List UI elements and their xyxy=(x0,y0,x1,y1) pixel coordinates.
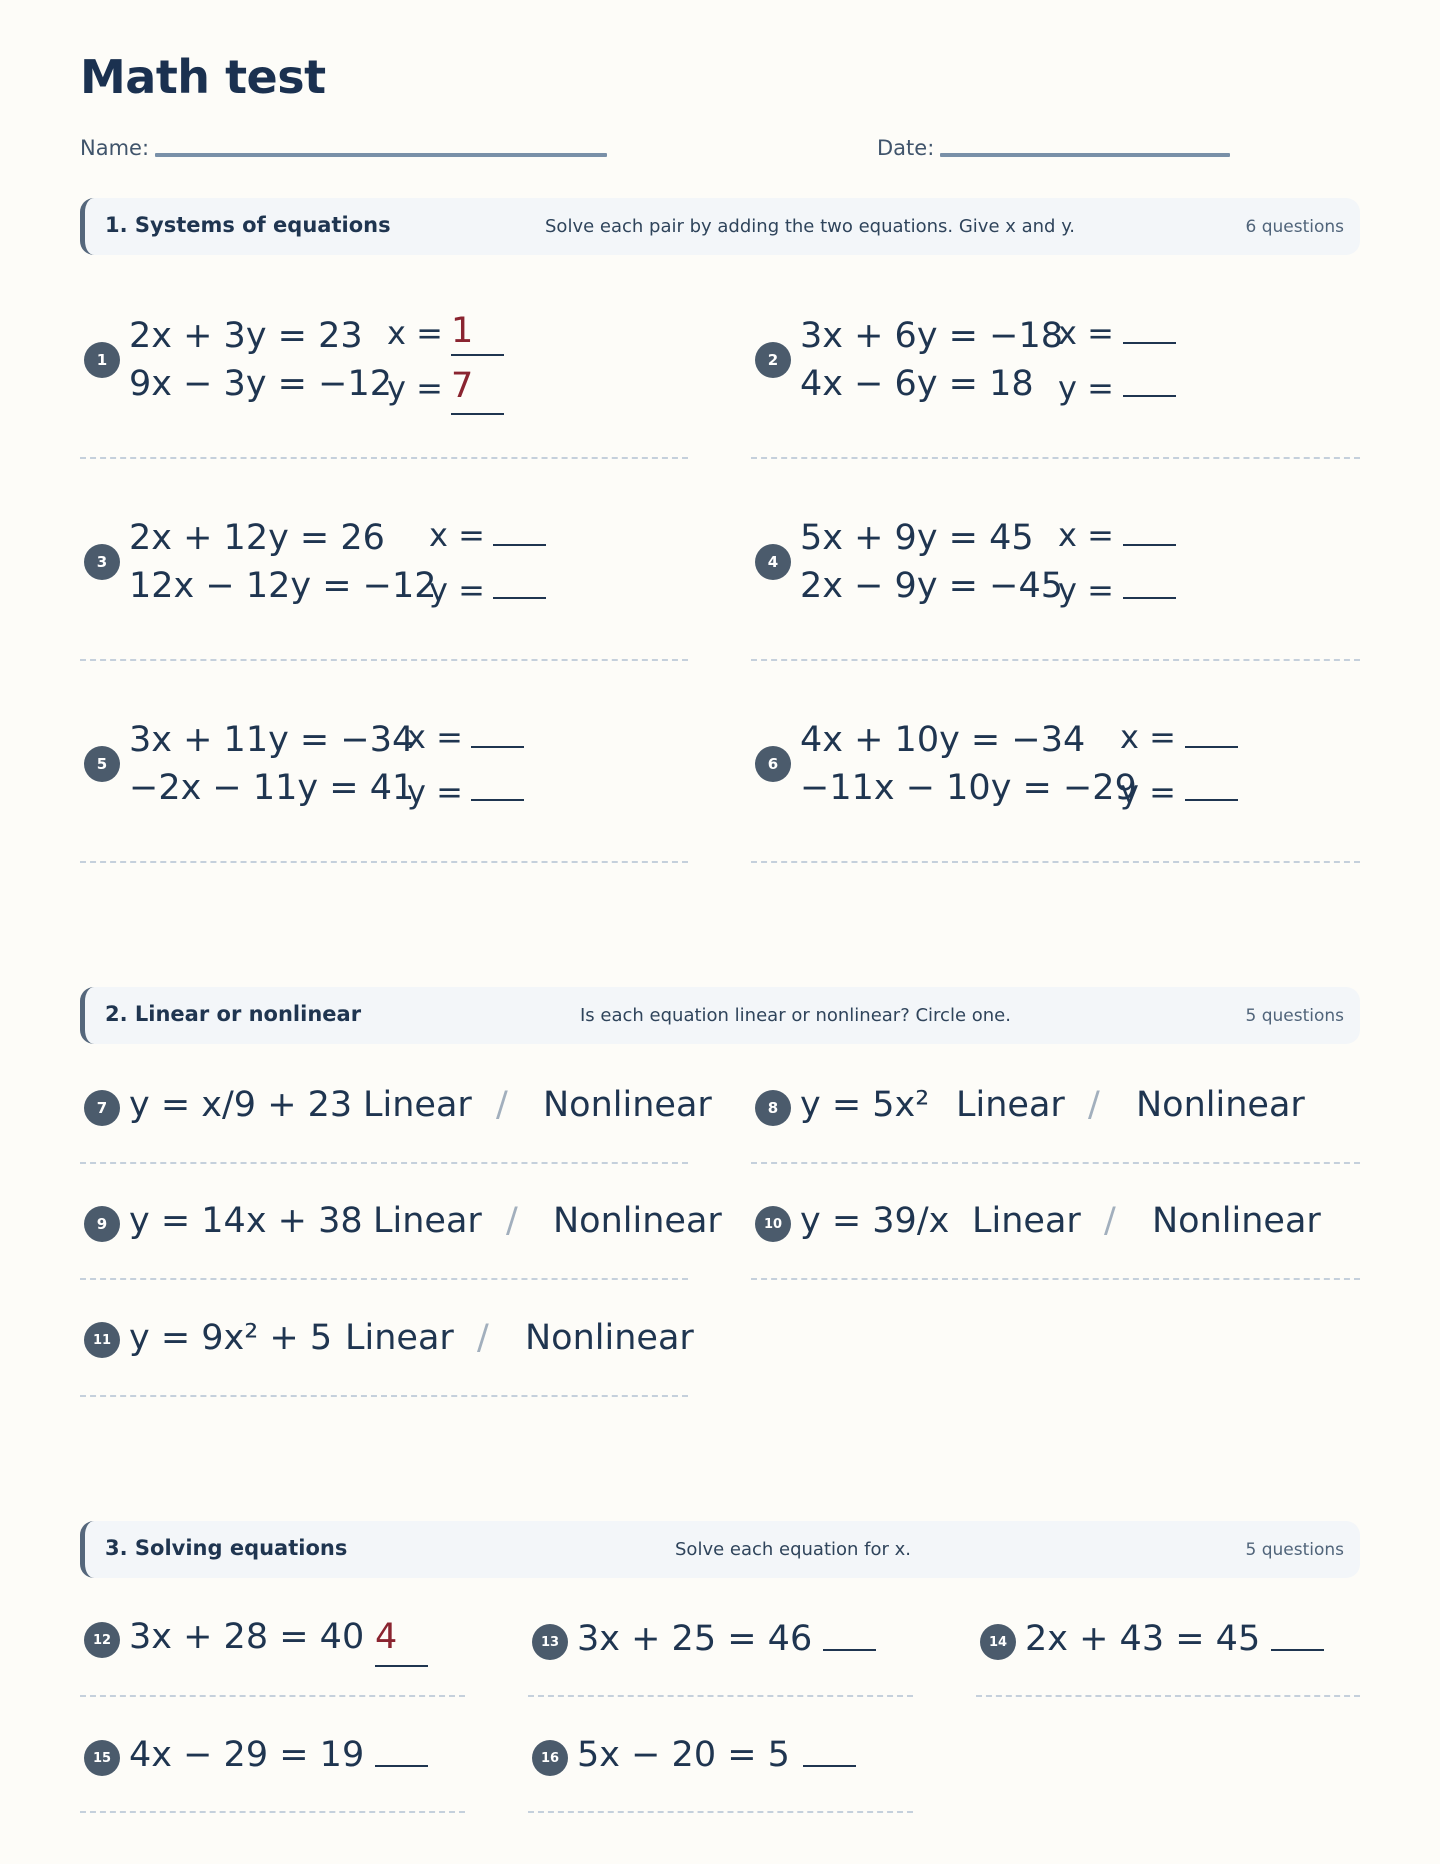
question-number-badge: 15 xyxy=(84,1740,120,1776)
option-separator: / xyxy=(496,1085,508,1125)
question-divider xyxy=(80,1695,465,1697)
question-divider xyxy=(528,1811,913,1813)
x-answer-blank[interactable] xyxy=(493,544,546,546)
question-number-badge: 9 xyxy=(84,1206,120,1242)
question-number-badge: 14 xyxy=(980,1624,1016,1660)
date-label: Date: xyxy=(877,136,935,160)
equation-line-2: −2x − 11y = 41 xyxy=(129,768,415,808)
y-answer-blank[interactable] xyxy=(1123,597,1176,599)
equation: 3x + 25 = 46 xyxy=(577,1619,813,1659)
option-separator: / xyxy=(1104,1201,1116,1241)
equation-line-1: 3x + 11y = −34 xyxy=(129,720,415,760)
question-number-badge: 13 xyxy=(532,1624,568,1660)
x-label: x = xyxy=(407,718,463,756)
x-label: x = xyxy=(1058,314,1114,352)
equation-line-1: 4x + 10y = −34 xyxy=(800,720,1086,760)
question-number-badge: 5 xyxy=(84,746,120,782)
section-3-instructions: Solve each equation for x. xyxy=(675,1539,912,1560)
y-label: y = xyxy=(1058,369,1114,407)
question-number-badge: 7 xyxy=(84,1090,120,1126)
equation: 5x − 20 = 5 xyxy=(577,1735,790,1775)
x-answer-blank[interactable] xyxy=(1185,746,1238,748)
question-divider xyxy=(80,659,688,661)
question-divider xyxy=(80,861,688,863)
question-divider xyxy=(528,1695,913,1697)
name-field[interactable] xyxy=(80,136,607,160)
question-number-badge: 12 xyxy=(84,1622,120,1658)
option-separator: / xyxy=(477,1318,489,1358)
equation-line-2: −11x − 10y = −29 xyxy=(800,768,1137,808)
section-3-count: 5 questions xyxy=(1245,1540,1344,1560)
question-divider xyxy=(80,1162,688,1164)
question-divider xyxy=(751,457,1360,459)
name-line[interactable] xyxy=(155,153,607,157)
y-answer-blank[interactable] xyxy=(493,597,546,599)
equation: 2x + 43 = 45 xyxy=(1025,1619,1261,1659)
answer-blank[interactable] xyxy=(375,1665,428,1667)
question-divider xyxy=(80,1811,465,1813)
option-linear[interactable]: Linear xyxy=(972,1201,1081,1241)
section-3-header xyxy=(80,1521,1360,1578)
question-number-badge: 1 xyxy=(84,342,120,378)
option-linear[interactable]: Linear xyxy=(345,1318,454,1358)
answer-blank[interactable] xyxy=(803,1765,856,1767)
x-label: x = xyxy=(1120,718,1176,756)
question-number-badge: 3 xyxy=(84,544,120,580)
section-1-header xyxy=(80,198,1360,255)
answer-blank[interactable] xyxy=(375,1765,428,1767)
equation: y = 39/x xyxy=(800,1201,950,1241)
y-label: y = xyxy=(1058,571,1114,609)
option-nonlinear[interactable]: Nonlinear xyxy=(1152,1201,1321,1241)
section-2-header xyxy=(80,987,1360,1044)
x-answer-blank[interactable] xyxy=(1123,342,1176,344)
question-number-badge: 6 xyxy=(755,746,791,782)
question-number-badge: 10 xyxy=(755,1206,791,1242)
option-separator: / xyxy=(506,1201,518,1241)
equation: 3x + 28 = 40 xyxy=(129,1617,365,1657)
equation-line-1: 2x + 12y = 26 xyxy=(129,518,385,558)
section-2-count: 5 questions xyxy=(1245,1006,1344,1026)
x-answer-blank[interactable] xyxy=(471,746,524,748)
y-label: y = xyxy=(387,369,443,407)
option-separator: / xyxy=(1088,1085,1100,1125)
question-divider xyxy=(751,659,1360,661)
option-nonlinear[interactable]: Nonlinear xyxy=(553,1201,722,1241)
question-divider xyxy=(976,1695,1360,1697)
section-1-title: 1. Systems of equations xyxy=(105,213,391,237)
question-number-badge: 11 xyxy=(84,1322,120,1358)
page-title: Math test xyxy=(80,50,326,104)
question-divider xyxy=(751,1162,1360,1164)
option-nonlinear[interactable]: Nonlinear xyxy=(1136,1085,1305,1125)
option-nonlinear[interactable]: Nonlinear xyxy=(525,1318,694,1358)
question-number-badge: 8 xyxy=(755,1090,791,1126)
equation: y = 5x² xyxy=(800,1085,930,1125)
option-linear[interactable]: Linear xyxy=(373,1201,482,1241)
x-answer-blank[interactable] xyxy=(1123,544,1176,546)
question-divider xyxy=(80,1278,688,1280)
equation-line-2: 9x − 3y = −12 xyxy=(129,364,392,404)
question-divider xyxy=(80,457,688,459)
section-3-title: 3. Solving equations xyxy=(105,1536,348,1560)
equation: y = 14x + 38 xyxy=(129,1201,363,1241)
equation: y = 9x² + 5 xyxy=(129,1318,333,1358)
equation: y = x/9 + 23 xyxy=(129,1085,353,1125)
x-label: x = xyxy=(429,516,485,554)
question-number-badge: 2 xyxy=(755,342,791,378)
answer-blank[interactable] xyxy=(1271,1649,1324,1651)
x-answer-blank[interactable] xyxy=(451,354,504,356)
option-linear[interactable]: Linear xyxy=(956,1085,1065,1125)
question-number-badge: 16 xyxy=(532,1740,568,1776)
y-label: y = xyxy=(407,773,463,811)
date-line[interactable] xyxy=(940,153,1230,157)
y-label: y = xyxy=(429,571,485,609)
x-label: x = xyxy=(387,314,443,352)
date-field[interactable] xyxy=(877,136,1230,160)
section-1-instructions: Solve each pair by adding the two equations. Give x and y. xyxy=(545,216,1076,237)
equation-line-2: 12x − 12y = −12 xyxy=(129,566,437,606)
equation: 4x − 29 = 19 xyxy=(129,1735,365,1775)
section-2-title: 2. Linear or nonlinear xyxy=(105,1002,362,1026)
option-nonlinear[interactable]: Nonlinear xyxy=(543,1085,712,1125)
x-label: x = xyxy=(1058,516,1114,554)
y-answer-blank[interactable] xyxy=(1123,395,1176,397)
equation-line-1: 3x + 6y = −18 xyxy=(800,316,1063,356)
equation-line-2: 2x − 9y = −45 xyxy=(800,566,1063,606)
question-divider xyxy=(80,1395,688,1397)
question-number-badge: 4 xyxy=(755,544,791,580)
y-answer-blank[interactable] xyxy=(471,799,524,801)
question-divider xyxy=(751,1278,1360,1280)
answer: 4 xyxy=(375,1617,398,1657)
option-linear[interactable]: Linear xyxy=(363,1085,472,1125)
y-answer-blank[interactable] xyxy=(451,413,504,415)
name-label: Name: xyxy=(80,136,150,160)
question-divider xyxy=(751,861,1360,863)
section-1-count: 6 questions xyxy=(1245,217,1344,237)
y-label: y = xyxy=(1120,773,1176,811)
y-answer-blank[interactable] xyxy=(1185,799,1238,801)
equation-line-2: 4x − 6y = 18 xyxy=(800,364,1034,404)
equation-line-1: 5x + 9y = 45 xyxy=(800,518,1034,558)
answer-blank[interactable] xyxy=(823,1649,876,1651)
x-answer: 1 xyxy=(451,311,474,351)
y-answer: 7 xyxy=(451,366,474,406)
section-2-instructions: Is each equation linear or nonlinear? Circle one. xyxy=(580,1005,1011,1026)
worksheet-page xyxy=(80,0,1360,1864)
equation-line-1: 2x + 3y = 23 xyxy=(129,316,363,356)
